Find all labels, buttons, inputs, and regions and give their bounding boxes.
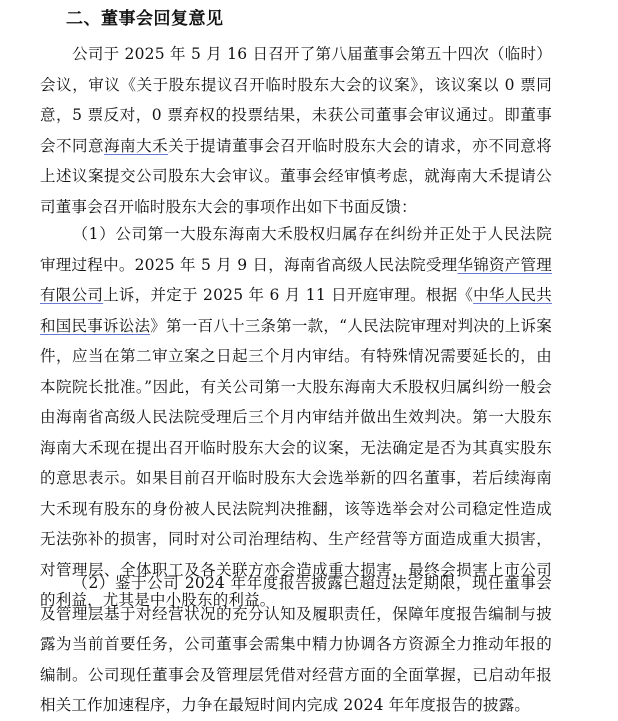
paragraph-text: （1）公司第一大股东海南大禾股权归属存在纠纷并正处于人民法院审理过程中。2025 年 5 月 9 日，海南省高级人民法院受理	[40, 225, 552, 274]
paragraph-meeting-result	[40, 39, 552, 222]
paragraph-text: 关于提请董事会召开临时股东大会的请求，亦不同意将上述议案提交公司股东大会审议。董事会经审慎考虑，就海南大禾提请公司董事会召开临时股东大会的事项作出如下书面反馈：	[40, 136, 552, 216]
paragraph-text: 上诉，并定于 2025 年 6 月 11 日开庭审理。根据《	[103, 286, 474, 304]
paragraph-text: （2）鉴于公司 2024 年年度报告披露已超过法定期限，现任董事会及管理层基于对经营状况的充分认知及履职责任，保障年度报告编制与披露为当前首要任务，公司董事会需集中精力协调各方资源全力推动年报的编制。公司现任董事会及管理层凭借对经营方面的全面掌握，已启动年报相关工作加速程序，力争在最短时间内完成 2024 年年度报告的披露。	[40, 574, 552, 714]
paragraph-text: 》第一百八十三条第一款，“人民法院审理对判决的上诉案件，应当在第二审立案之日起三个月内审结。有特殊情况需要延长的，由本院院长批准。”因此，有关公司第一大股东海南大禾股权归属纠纷一般会由海南省高级人民法院受理后三个月内审结并做出生效判决。第一大股东海南大禾现在提出召开临时股东大会的议案，无法确定是否为其真实股东的意思表示。如果目前召开临时股东大会选举新的四名董事，若后续海南大禾现有股东的身份被人民法院判决推翻，该等选举会对公司稳定性造成无法弥补的损害，同时对公司治理结构、生产经营等方面造成重大损害，对管理层、全体职工及各关联方亦会造成重大损害，最终会损害上市公司的利益，尤其是中小股东的利益。	[40, 316, 552, 609]
underlined-entity-huajin: 华锦资产管理有限公司	[40, 255, 552, 304]
paragraph-reason-2	[40, 568, 552, 721]
underlined-entity-hainan-dahe: 海南大禾	[104, 136, 169, 155]
paragraph-text: 公司于 2025 年 5 月 16 日召开了第八届董事会第五十四次（临时）会议，审议《关于股东提议召开临时股东大会的议案》，该议案以 0 票同意，5 票反对，0 票弃权的投票结果，未获公司董事会审议通过。即董事会不同意	[40, 45, 552, 155]
section-heading: 二、董事会回复意见	[66, 9, 224, 29]
underlined-law-name: 中华人民共和国民事诉讼法	[40, 286, 552, 335]
paragraph-reason-1	[40, 219, 552, 616]
